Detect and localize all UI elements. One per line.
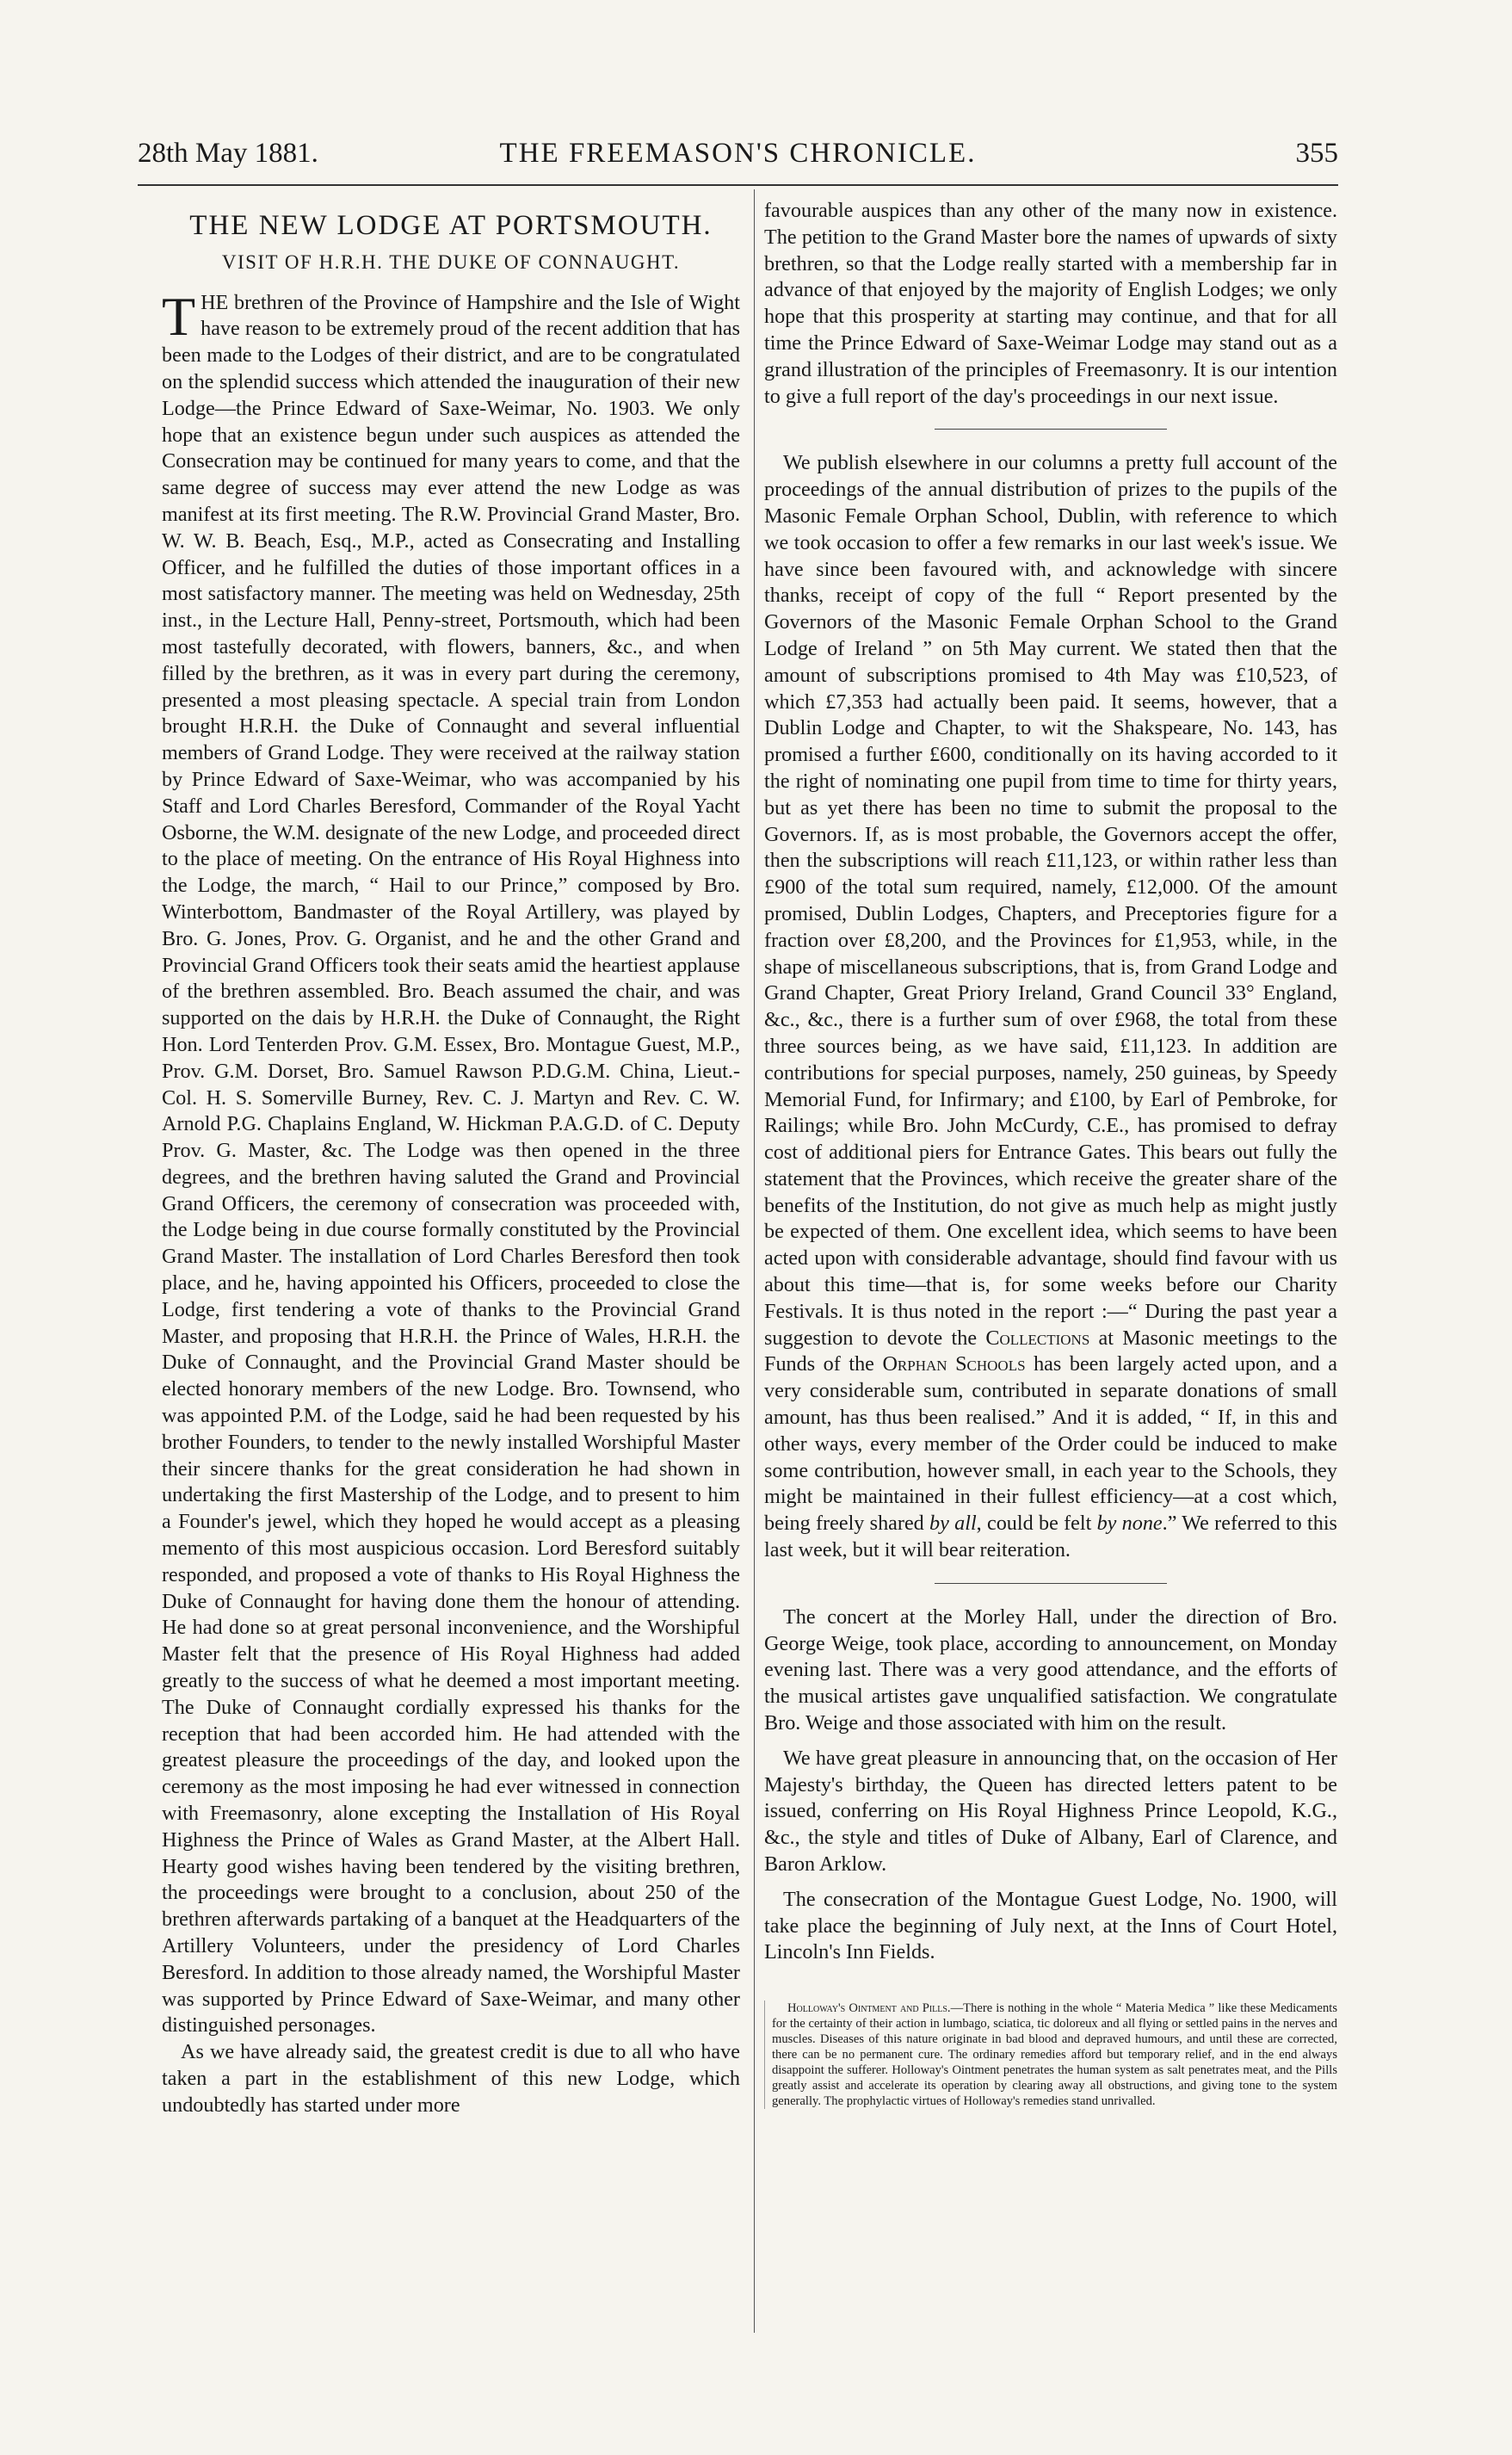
italic-run: by all (929, 1512, 977, 1536)
text-run: at Masonic meetings to the Funds of the (764, 1326, 1337, 1376)
montague-paragraph: The consecration of the Montague Guest Lodge, No. 1900, will take place the beginning of July next, at the Inns of Court Hotel, Lincoln's Inn Fields. (764, 1887, 1337, 1964)
paragraph-text: HE brethren of the Province of Hampshire and the Isle of Wight have reason to be extremely proud of the recent addition that has been made to the Lodges of their district, and are to be congratulated on the splendid success which attended the inauguration of their new Lodge—the Prince Edward of Saxe-Weimar, No. 1903. We only hope that an existence begun under such auspices as attended the Consecration may be continued for many years to come, and that the same degree of success may ever attend the new Lodge as was manifest at its first meeting. The R.W. Provincial Grand Master, Bro. W. W. B. Beach, Esq., M.P., acted as Consecrating and Installing Officer, and he fulfilled the duties of those important offices in a most satisfactory manner. The meeting was held on Wednesday, 25th inst., in the Lecture Hall, Penny-street, Portsmouth, which had been most tastefully decorated, with flowers, banners, &c., and when filled by the brethren, as it was in every part during the ceremony, presented a most pleasing spectacle. A special train from London brought H.R.H. the Duke of Connaught and several influential members of Grand Lodge. They were received at the railway station by Prince Edward of Saxe-Weimar, who was accompanied by his Staff and Lord Charles Beresford, Commander of the Royal Yacht Osborne, the W.M. designate of the new Lodge, and proceeded direct to the place of meeting. On the entrance of His Royal Highness into the Lodge, the march, “ Hail to our Prince,” composed by Bro. Winterbottom, Bandmaster of the Royal Artillery, was played by Bro. G. Jones, Prov. G. Organist, and he and the other Grand and Provincial Grand Officers took their seats amid the heartiest applause of the brethren assembled. Bro. Beach assumed the chair, and was supported on the dais by H.R.H. the Duke of Connaught, the Right Hon. Lord Tenterden Prov. G.M. Essex, Bro. Montague Guest, M.P., Prov. G.M. Dorset, Bro. Samuel Rawson P.D.G.M. China, Lieut.-Col. H. S. Somerville Burney, Rev. C. J. Martyn and Rev. C. W. Arnold P.G. Chaplains England, W. Hickman P.A.G.D. of C. Deputy Prov. G. Master, &c. The Lodge was then opened in the three degrees, and the brethren having saluted the Grand and Provincial Grand Officers, the ceremony of consecration was proceeded with, the Lodge being in due course formally constituted by the Provincial Grand Master. The installation of Lord Charles Beresford then took place, and he, having appointed his Officers, proceeded to close the Lodge, first tendering a vote of thanks to the Provincial Grand Master, and proposing that H.R.H. the Prince of Wales, H.R.H. the Duke of Connaught, and the Provincial Grand Master should be elected honorary members of the new Lodge. Bro. Townsend, who was appointed P.M. of the Lodge, said he had been requested by his brother Founders, to tender to the newly installed Worshipful Master their sincere thanks for the great consideration he had shown in undertaking the first Mastership of the Lodge, and to present to him a Founder's jewel, which they hoped he would accept as a pleasing memento of this most auspicious occasion. Lord Beresford suitably responded, and proposed a vote of thanks to His Royal Highness the Duke of Connaught for having done them the honour of attending. He had done so at great personal inconvenience, and the Worshipful Master felt that the presence of His Royal Highness had added greatly to the success of what he deemed a most important meeting. The Duke of Connaught cordially expressed his thanks for the reception that had been accorded him. He had attended with the greatest pleasure the proceedings of the day, and looked upon the ceremony as the most imposing he had ever witnessed in connection with Freemasonry, alone excepting the Installation of His Royal Highness the Prince of Wales as Grand Master, at the Albert Hall. Hearty good wishes having been tendered by the visiting brethren, the proceedings were brought to a conclusion, about 250 of the brethren afterwards partaking of a banquet at the Headquarters of the Artillery Volunteers, under the presidency of Lord Charles Beresford. In addition to those already named, the Worshipful Master was supported by Prince Edward of Saxe-Weimar, and many other distinguished personages. (162, 290, 740, 2038)
text-run: , could be felt (976, 1512, 1097, 1536)
italic-run: by none (1096, 1512, 1163, 1536)
article-paragraph (162, 285, 740, 2040)
masthead-title: THE FREEMASON'S CHRONICLE. (499, 138, 977, 169)
header-rule (138, 184, 1338, 186)
article-subtitle: VISIT OF H.R.H. THE DUKE OF CONNAUGHT. (221, 250, 681, 273)
right-column (764, 198, 1337, 2109)
concert-paragraph: The concert at the Morley Hall, under the direction of Bro. George Weige, took place, according to announcement, on Monday evening last. There was a very good attendance, and the efforts of the musical artistes gave unqualified satisfaction. We congratulate Bro. Weige and those associated with him on the result. (764, 1605, 1337, 1735)
page-number: 355 (1295, 138, 1338, 169)
text-run: We publish elsewhere in our columns a pretty full account of the proceedings of the annual distribution of prizes to the pupils of the Masonic Female Orphan School, Dublin, with reference to which we took occasion to offer a few remarks in our last week's issue. We have since been favoured with, and acknowledge with sincere thanks, receipt of copy of the full “ Report presented by the Governors of the Masonic Female Orphan School to the Grand Lodge of Ireland ” on 5th May current. We stated then that the amount of subscriptions promised to 4th May was £10,523, of which £7,353 had actually been paid. It seems, however, that a Dublin Lodge and Chapter, to wit the Shakspeare, No. 143, has promised a further £600, conditionally on its having accorded to it the right of nominating one pupil from time to time for thirty years, but as yet there has been no time to submit the proposal to the Governors. If, as is most probable, the Governors accept the offer, then the subscriptions will reach £11,123, or within rather less than £900 of the total sum required, namely, £12,000. Of the amount promised, Dublin Lodges, Chapters, and Preceptories figure for a fraction over £8,200, and the Provinces for £1,953, while, in the shape of miscellaneous subscriptions, that is, from Grand Lodge and Grand Chapter, Great Priory Ireland, Grand Council 33° England, &c., &c., there is a further sum of over £968, the total from these three sources being, as we have said, £11,123. In addition are contributions for special purposes, namely, 250 guineas, by Speedy Memorial Fund, for Infirmary; and £100, by Earl of Pembroke, for Railings; while Bro. John McCurdy, C.E., has promised to defray cost of additional piers for Entrance Gates. This bears out fully the statement that the Provinces, which receive the greater share of the benefits of the Institution, do not give as much help as might justly be expected of them. One excellent idea, which seems to have been acted upon with considerable advantage, should find favour with us about this time—that is, for some weeks before our Charity Festivals. It is thus noted in the report :—“ During the past year a suggestion to devote the (764, 451, 1337, 1350)
orphan-school-paragraph (764, 450, 1337, 1563)
column-divider (754, 189, 755, 2333)
article-paragraph: As we have already said, the greatest credit is due to all who have taken a part in the establishment of this new Lodge, which undoubtedly has started under more (162, 2040, 740, 2117)
small-caps-run: Orphan Schools (882, 1352, 1026, 1376)
advert-text (772, 2000, 1337, 2109)
article-title: THE NEW LODGE AT PORTSMOUTH. (189, 210, 713, 241)
page-header (138, 138, 1338, 181)
text-run: has been largely acted upon, and a very considerable sum, contributed in separate donations of small amount, has thus been realised.” And it is added, “ If, in this and other ways, every member of the Order could be induced to make some contribution, however small, in each year to the Schools, they might be maintained in their fullest efficiency—at a cost which, being freely shared (764, 1352, 1338, 1536)
continued-paragraph: favourable auspices than any other of the many now in existence. The petition to the Grand Master bore the names of upwards of sixty brethren, so that the Lodge really started with a membership far in advance of that enjoyed by the majority of English Lodges; we only hope that this prosperity at starting may continue, and that for all time the Prince Edward of Saxe-Weimar Lodge may stand out as a grand illustration of the principles of Freemasonry. It is our intention to give a full report of the day's proceedings in our next issue. (764, 199, 1337, 408)
advert-lead: Holloway's Ointment and Pills. (787, 2001, 951, 2016)
small-caps-run: Collections (985, 1326, 1090, 1350)
section-separator (935, 1583, 1167, 1584)
left-column (162, 194, 740, 2119)
text-run: .” We referred to this last week, but it will bear reiteration. (764, 1512, 1337, 1562)
albany-paragraph: We have great pleasure in announcing that, on the occasion of Her Majesty's birthday, the Queen has directed letters patent to be issued, conferring on His Royal Highness Prince Leopold, K.G., &c., the style and titles of Duke of Albany, Earl of Clarence, and Baron Arklow. (764, 1746, 1337, 1877)
drop-cap: T (162, 285, 196, 347)
holloway-advert (764, 2000, 1337, 2109)
section-separator (935, 429, 1167, 430)
advert-body: —There is nothing in the whole “ Materia Medica ” like these Medicaments for the certainty of their action in lumbago, sciatica, tic doloreux and all flying or settled pains in the nerves and muscles. Diseases of this nature originate in bad blood and depraved humours, and until these are corrected, there can be no permanent cure. The ordinary remedies afford but temporary relief, and in the end always disappoint the sufferer. Holloway's Ointment penetrates the human system as salt penetrates meat, and the Pills greatly assist and accelerate its operation by clearing away all obstructions, and giving tone to the system generally. The prophylactic virtues of Holloway's remedies stand unrivalled. (772, 2001, 1337, 2109)
issue-date: 28th May 1881. (138, 138, 318, 169)
